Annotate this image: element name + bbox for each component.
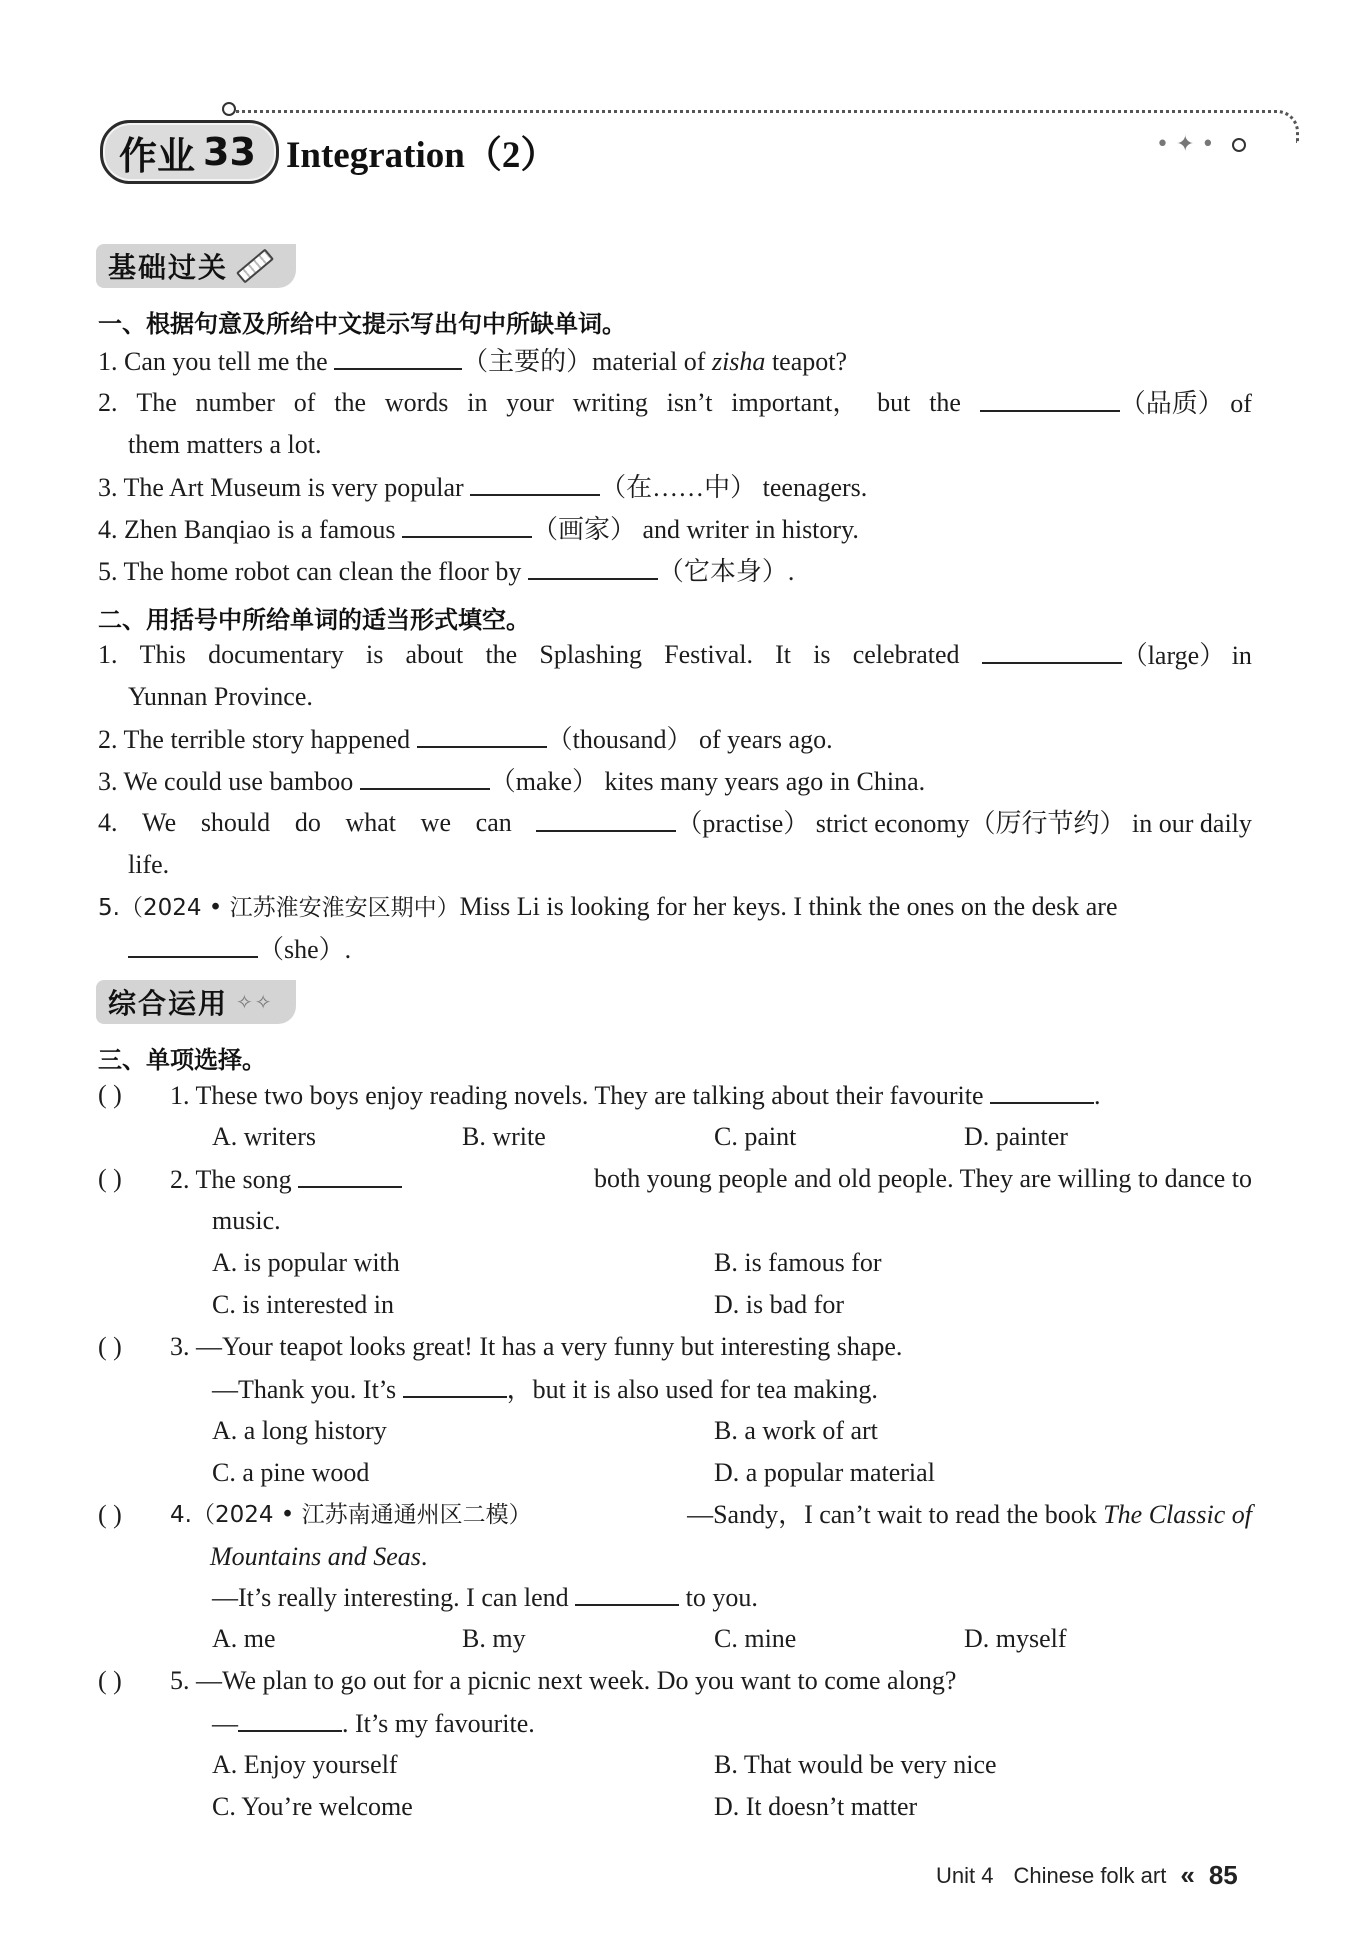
mcq2-stem-cont: music. (212, 1206, 281, 1235)
part3-heading: 三、单项选择。 (98, 1046, 266, 1074)
mcq4-book-cont: Mountains and Seas. (210, 1542, 428, 1571)
part2-q4: 4. We should do what we can （practise） strict economy（厉行节约） in our daily (98, 808, 1252, 838)
part2-q3: 3. We could use bamboo （make） kites many years ago in China. (98, 764, 925, 799)
mcq3-stem: 3. —Your teapot looks great! It has a very funny but interesting shape. (170, 1332, 903, 1361)
answer-bracket[interactable]: ( ) (98, 1164, 122, 1193)
sparkle-icon: • ✦ • (1156, 132, 1215, 157)
ring-icon (1232, 138, 1246, 152)
mcq4-stem: 4.（2024 • 江苏南通通州区二模） —Sandy，I can’t wait to read the book The Classic of (170, 1500, 1252, 1529)
mcq3-option-b[interactable]: B. a work of art (714, 1416, 878, 1445)
mcq3-option-a[interactable]: A. a long history (212, 1416, 387, 1445)
answer-blank[interactable] (536, 806, 676, 832)
page-title: Integration（2） (286, 135, 558, 176)
answer-blank[interactable] (360, 764, 490, 790)
pencil-icon (236, 248, 274, 283)
part1-q4: 4. Zhen Banqiao is a famous （画家） and writer in history. (98, 512, 859, 547)
mcq4-line3: —It’s really interesting. I can lend to you. (212, 1580, 758, 1615)
mcq5-option-d[interactable]: D. It doesn’t matter (714, 1792, 918, 1821)
answer-blank[interactable] (528, 554, 658, 580)
stars-icon: ✧✧ (236, 990, 274, 1014)
part1-heading: 一、根据句意及所给中文提示写出句中所缺单词。 (98, 310, 626, 338)
homework-badge (100, 120, 279, 184)
footer-unit-title: Chinese folk art (1013, 1862, 1167, 1888)
mcq5-option-a[interactable]: A. Enjoy yourself (212, 1750, 398, 1779)
chevron-left-icon: « (1180, 1860, 1195, 1890)
mcq2-option-a[interactable]: A. is popular with (212, 1248, 400, 1277)
mcq4-option-d[interactable]: D. myself (964, 1624, 1067, 1653)
mcq5-line2: — . It’s my favourite. (212, 1706, 535, 1741)
section-banner-basic (96, 244, 296, 288)
ring-icon (222, 102, 236, 116)
answer-bracket[interactable]: ( ) (98, 1666, 122, 1695)
answer-blank[interactable] (470, 470, 600, 496)
mcq1-option-a[interactable]: A. writers (212, 1122, 316, 1151)
part2-q5-cont: （she）. (128, 932, 351, 967)
answer-blank[interactable] (982, 638, 1122, 664)
mcq1-stem: 1. These two boys enjoy reading novels. They are talking about their favourite . (170, 1078, 1101, 1113)
answer-blank (298, 1162, 402, 1188)
mcq3-option-d[interactable]: D. a popular material (714, 1458, 935, 1487)
mcq3-option-c[interactable]: C. a pine wood (212, 1458, 370, 1487)
answer-blank (238, 1706, 342, 1732)
part2-q1-cont: Yunnan Province. (128, 682, 313, 711)
mcq2-option-b[interactable]: B. is famous for (714, 1248, 882, 1277)
section-banner-label: 综合运用 (108, 987, 229, 1020)
answer-bracket[interactable]: ( ) (98, 1080, 122, 1109)
mcq2-stem: 2. The song both young people and old people. They are willing to dance to (170, 1164, 1252, 1194)
part2-heading: 二、用括号中所给单词的适当形式填空。 (98, 606, 530, 634)
part1-q3: 3. The Art Museum is very popular （在……中） teenagers. (98, 470, 867, 505)
answer-blank (575, 1580, 679, 1606)
mcq4-option-a[interactable]: A. me (212, 1624, 276, 1653)
answer-blank[interactable] (417, 722, 547, 748)
badge-prefix: 作业 (119, 133, 196, 178)
mcq2-option-d[interactable]: D. is bad for (714, 1290, 844, 1319)
answer-blank (990, 1078, 1094, 1104)
page-header (96, 110, 1256, 190)
mcq5-stem: 5. —We plan to go out for a picnic next week. Do you want to come along? (170, 1666, 957, 1695)
part1-q1: 1. Can you tell me the （主要的）material of zisha teapot? (98, 344, 847, 379)
mcq3-line2: —Thank you. It’s ，but it is also used for tea making. (212, 1372, 878, 1407)
page-footer (936, 1860, 1238, 1891)
part1-q2: 2. The number of the words in your writing isn’t important， but the （品质） of (98, 388, 1252, 418)
part1-q2-cont: them matters a lot. (128, 430, 322, 459)
answer-bracket[interactable]: ( ) (98, 1500, 122, 1529)
mcq4-option-c[interactable]: C. mine (714, 1624, 797, 1653)
mcq2-option-c[interactable]: C. is interested in (212, 1290, 394, 1319)
mcq1-option-b[interactable]: B. write (462, 1122, 546, 1151)
section-banner-label: 基础过关 (108, 251, 229, 284)
answer-blank[interactable] (334, 344, 462, 370)
footer-unit: Unit 4 (936, 1862, 994, 1888)
mcq1-option-d[interactable]: D. painter (964, 1122, 1068, 1151)
badge-number: 33 (203, 130, 256, 174)
answer-blank[interactable] (128, 932, 258, 958)
mcq4-option-b[interactable]: B. my (462, 1624, 526, 1653)
part2-q5: 5.（2024 • 江苏淮安淮安区期中）Miss Li is looking for her keys. I think the ones on the desk are (98, 892, 1118, 921)
mcq5-option-b[interactable]: B. That would be very nice (714, 1750, 997, 1779)
answer-blank (403, 1372, 507, 1398)
part1-q5: 5. The home robot can clean the floor by （它本身）. (98, 554, 794, 589)
mcq5-option-c[interactable]: C. You’re welcome (212, 1792, 413, 1821)
mcq1-option-c[interactable]: C. paint (714, 1122, 797, 1151)
part2-q1: 1. This documentary is about the Splashing Festival. It is celebrated （large） in (98, 640, 1252, 670)
page-number: 85 (1208, 1860, 1238, 1890)
part2-q4-cont: life. (128, 850, 170, 879)
answer-bracket[interactable]: ( ) (98, 1332, 122, 1361)
section-banner-comprehensive (96, 980, 296, 1024)
answer-blank[interactable] (980, 386, 1120, 412)
part2-q2: 2. The terrible story happened （thousand） of years ago. (98, 722, 833, 757)
answer-blank[interactable] (402, 512, 532, 538)
